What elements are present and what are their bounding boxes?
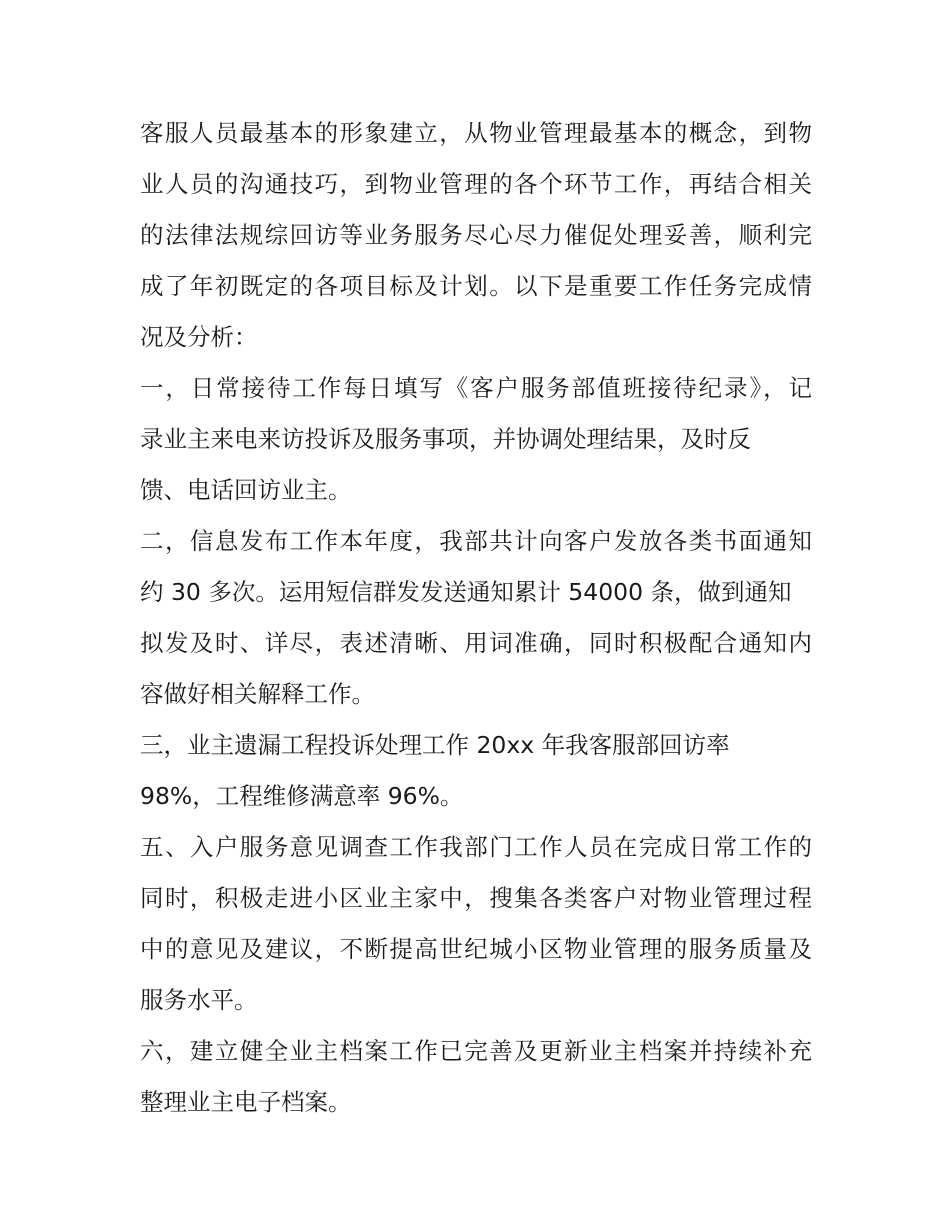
text-line: 容做好相关解释工作。 [140, 680, 375, 708]
text-line: 约 30 多次。运用短信群发发送通知累计 54000 条，做到通知 [140, 578, 792, 606]
text-line: 三，业主遗漏工程投诉处理工作 20xx 年我客服部回访率 [140, 731, 730, 759]
text-line: 的法律法规综回访等业务服务尽心尽力催促处理妥善，顺利完 [140, 221, 812, 249]
text-line: 二，信息发布工作本年度，我部共计向客户发放各类书面通知 [140, 527, 812, 555]
text-line: 整理业主电子档案。 [140, 1088, 352, 1116]
text-line: 一，日常接待工作每日填写《客户服务部值班接待纪录》，记 [140, 374, 812, 402]
text-line: 拟发及时、详尽，表述清晰、用词准确，同时积极配合通知内 [140, 629, 812, 657]
text-line: 客服人员最基本的形象建立，从物业管理最基本的概念，到物 [140, 119, 812, 147]
text-line: 中的意见及建议，不断提高世纪城小区物业管理的服务质量及 [140, 935, 812, 963]
paragraph-item-6 [140, 1026, 812, 1128]
text-line: 况及分析： [140, 323, 258, 351]
paragraph-intro [140, 108, 812, 363]
text-line: 六，建立健全业主档案工作已完善及更新业主档案并持续补充 [140, 1037, 812, 1065]
text-line: 同时，积极走进小区业主家中，搜集各类客户对物业管理过程 [140, 884, 812, 912]
text-line: 服务水平。 [140, 986, 258, 1014]
text-line: 98%，工程维修满意率 96%。 [140, 782, 464, 810]
paragraph-item-1 [140, 363, 812, 516]
text-line: 五、入户服务意见调查工作我部门工作人员在完成日常工作的 [140, 833, 812, 861]
text-line: 馈、电话回访业主。 [140, 476, 352, 504]
document-body [140, 108, 812, 1128]
text-line: 业人员的沟通技巧，到物业管理的各个环节工作，再结合相关 [140, 170, 812, 198]
paragraph-item-2 [140, 516, 812, 720]
paragraph-item-5 [140, 822, 812, 1026]
text-line: 录业主来电来访投诉及服务事项，并协调处理结果，及时反 [140, 425, 751, 453]
paragraph-item-3 [140, 720, 812, 822]
text-line: 成了年初既定的各项目标及计划。以下是重要工作任务完成情 [140, 272, 812, 300]
